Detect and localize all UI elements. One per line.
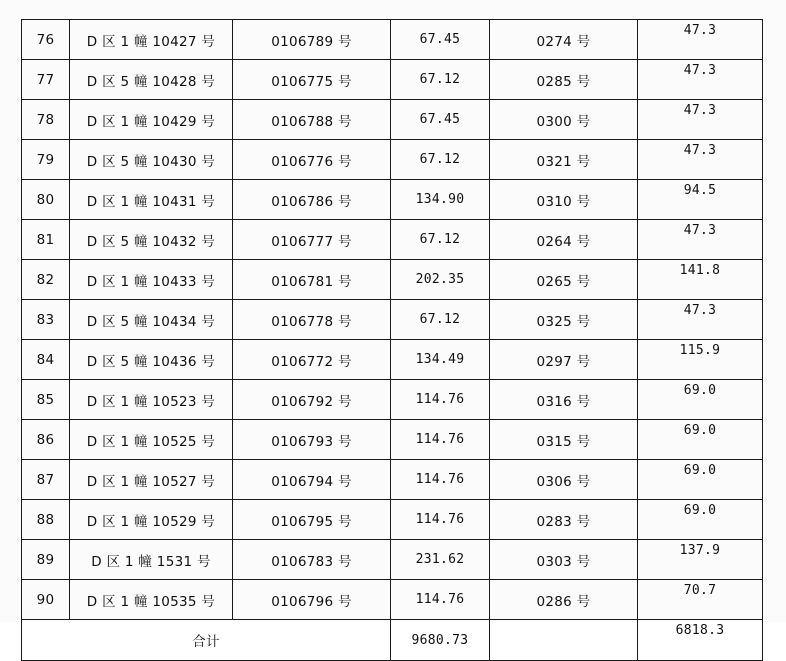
- certificate-number: 0106776 号: [233, 140, 391, 180]
- table-row: [22, 380, 763, 420]
- land-share-area: 47.3: [638, 20, 763, 60]
- room-number: D 区 1 幢 10535 号: [70, 580, 233, 620]
- total-area: 9680.73: [391, 620, 490, 661]
- land-certificate-number: 0265 号: [490, 260, 638, 300]
- row-number: 85: [22, 380, 70, 420]
- table-row: [22, 20, 763, 60]
- certificate-number: 0106777 号: [233, 220, 391, 260]
- room-number: D 区 1 幢 10523 号: [70, 380, 233, 420]
- row-number: 76: [22, 20, 70, 60]
- certificate-number: 0106789 号: [233, 20, 391, 60]
- building-area: 134.90: [391, 180, 490, 220]
- room-number: D 区 5 幢 10432 号: [70, 220, 233, 260]
- room-number: D 区 1 幢 10431 号: [70, 180, 233, 220]
- table-body: [22, 20, 763, 661]
- building-area: 134.49: [391, 340, 490, 380]
- room-number: D 区 5 幢 10430 号: [70, 140, 233, 180]
- land-share-area: 47.3: [638, 300, 763, 340]
- table-row: [22, 460, 763, 500]
- table-row: [22, 540, 763, 580]
- certificate-number: 0106781 号: [233, 260, 391, 300]
- room-number: D 区 1 幢 10433 号: [70, 260, 233, 300]
- land-share-area: 115.9: [638, 340, 763, 380]
- table-row: [22, 140, 763, 180]
- certificate-number: 0106788 号: [233, 100, 391, 140]
- room-number: D 区 1 幢 10527 号: [70, 460, 233, 500]
- room-number: D 区 5 幢 10434 号: [70, 300, 233, 340]
- land-certificate-number: 0316 号: [490, 380, 638, 420]
- building-area: 67.12: [391, 300, 490, 340]
- table-row: [22, 100, 763, 140]
- total-land-empty: [490, 620, 638, 661]
- room-number: D 区 1 幢 10525 号: [70, 420, 233, 460]
- table-row: [22, 220, 763, 260]
- land-certificate-number: 0285 号: [490, 60, 638, 100]
- land-share-area: 70.7: [638, 580, 763, 620]
- land-certificate-number: 0297 号: [490, 340, 638, 380]
- land-certificate-number: 0286 号: [490, 580, 638, 620]
- building-area: 114.76: [391, 420, 490, 460]
- building-area: 67.12: [391, 140, 490, 180]
- table-row: [22, 60, 763, 100]
- table-row: [22, 500, 763, 540]
- land-certificate-number: 0321 号: [490, 140, 638, 180]
- row-number: 89: [22, 540, 70, 580]
- row-number: 88: [22, 500, 70, 540]
- land-share-area: 69.0: [638, 500, 763, 540]
- land-share-area: 47.3: [638, 140, 763, 180]
- certificate-number: 0106775 号: [233, 60, 391, 100]
- certificate-number: 0106795 号: [233, 500, 391, 540]
- row-number: 77: [22, 60, 70, 100]
- room-number: D 区 1 幢 10429 号: [70, 100, 233, 140]
- row-number: 81: [22, 220, 70, 260]
- land-certificate-number: 0325 号: [490, 300, 638, 340]
- certificate-number: 0106796 号: [233, 580, 391, 620]
- table-row: [22, 340, 763, 380]
- land-certificate-number: 0306 号: [490, 460, 638, 500]
- certificate-number: 0106783 号: [233, 540, 391, 580]
- land-share-area: 141.8: [638, 260, 763, 300]
- certificate-number: 0106772 号: [233, 340, 391, 380]
- certificate-number: 0106794 号: [233, 460, 391, 500]
- table-row: [22, 300, 763, 340]
- building-area: 67.45: [391, 20, 490, 60]
- row-number: 90: [22, 580, 70, 620]
- property-registry-table: [21, 19, 763, 661]
- building-area: 67.12: [391, 60, 490, 100]
- building-area: 231.62: [391, 540, 490, 580]
- land-share-area: 69.0: [638, 460, 763, 500]
- certificate-number: 0106793 号: [233, 420, 391, 460]
- land-certificate-number: 0283 号: [490, 500, 638, 540]
- row-number: 79: [22, 140, 70, 180]
- land-share-area: 94.5: [638, 180, 763, 220]
- land-certificate-number: 0274 号: [490, 20, 638, 60]
- table-row: [22, 420, 763, 460]
- land-share-area: 69.0: [638, 420, 763, 460]
- building-area: 202.35: [391, 260, 490, 300]
- row-number: 78: [22, 100, 70, 140]
- total-share: 6818.3: [638, 620, 763, 661]
- room-number: D 区 1 幢 1531 号: [70, 540, 233, 580]
- building-area: 114.76: [391, 460, 490, 500]
- land-certificate-number: 0303 号: [490, 540, 638, 580]
- table-row: [22, 260, 763, 300]
- row-number: 87: [22, 460, 70, 500]
- land-certificate-number: 0264 号: [490, 220, 638, 260]
- certificate-number: 0106792 号: [233, 380, 391, 420]
- room-number: D 区 1 幢 10427 号: [70, 20, 233, 60]
- certificate-number: 0106786 号: [233, 180, 391, 220]
- land-share-area: 69.0: [638, 380, 763, 420]
- room-number: D 区 5 幢 10436 号: [70, 340, 233, 380]
- room-number: D 区 1 幢 10529 号: [70, 500, 233, 540]
- row-number: 83: [22, 300, 70, 340]
- land-certificate-number: 0310 号: [490, 180, 638, 220]
- certificate-number: 0106778 号: [233, 300, 391, 340]
- land-certificate-number: 0315 号: [490, 420, 638, 460]
- land-share-area: 47.3: [638, 60, 763, 100]
- table-row: [22, 580, 763, 620]
- total-label: 合计: [22, 620, 391, 661]
- building-area: 114.76: [391, 580, 490, 620]
- building-area: 114.76: [391, 380, 490, 420]
- room-number: D 区 5 幢 10428 号: [70, 60, 233, 100]
- building-area: 114.76: [391, 500, 490, 540]
- row-number: 80: [22, 180, 70, 220]
- row-number: 86: [22, 420, 70, 460]
- land-certificate-number: 0300 号: [490, 100, 638, 140]
- table-row: [22, 180, 763, 220]
- land-share-area: 137.9: [638, 540, 763, 580]
- land-share-area: 47.3: [638, 100, 763, 140]
- row-number: 84: [22, 340, 70, 380]
- land-share-area: 47.3: [638, 220, 763, 260]
- building-area: 67.12: [391, 220, 490, 260]
- building-area: 67.45: [391, 100, 490, 140]
- total-row: [22, 620, 763, 661]
- row-number: 82: [22, 260, 70, 300]
